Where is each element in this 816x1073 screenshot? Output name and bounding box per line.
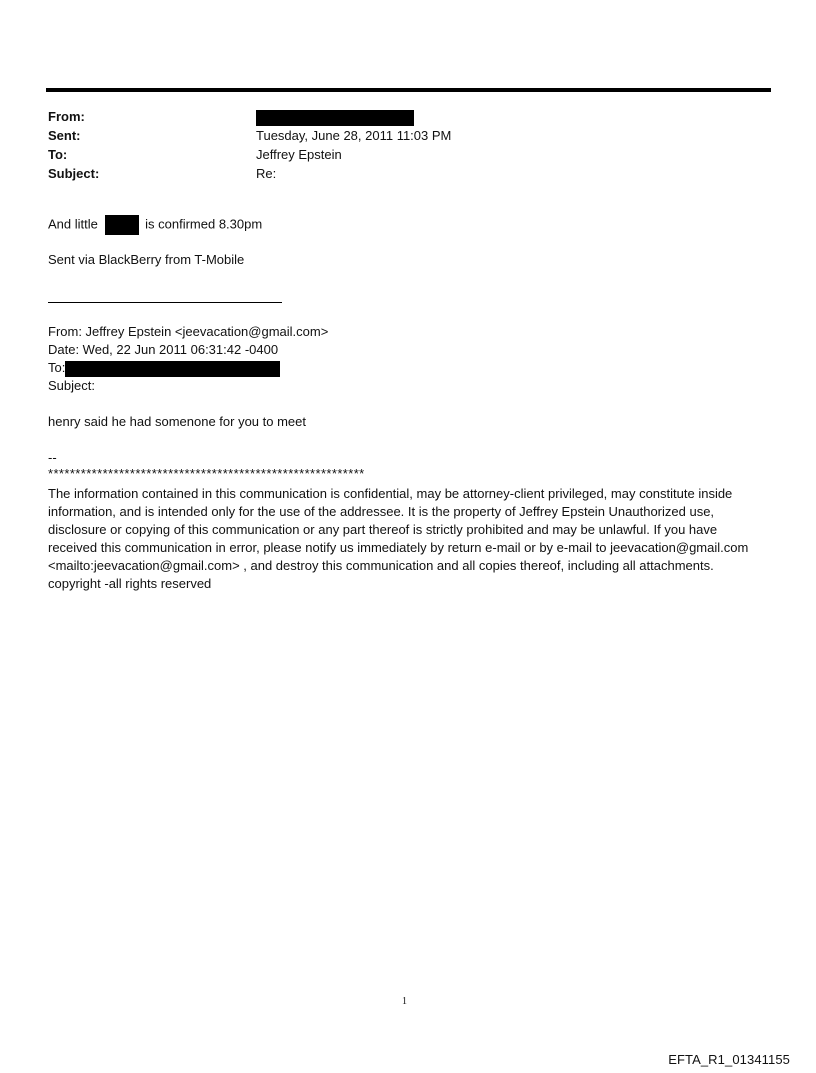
- document-id: EFTA_R1_01341155: [668, 1052, 790, 1067]
- quoted-body: henry said he had somenone for you to meet: [48, 414, 306, 429]
- quoted-subject: Subject:: [48, 378, 95, 393]
- quoted-from: From: Jeffrey Epstein <jeevacation@gmail.com>: [48, 324, 329, 339]
- confidentiality-disclaimer: The information contained in this communication is confidential, may be attorney-client privileged, may constitute inside information, and is intended only for the use of the addressee. It is the property of Jeffrey Epstein Unauthorized use, disclosure or copying of this communication or any part thereof is strictly prohibited and may be unlawful. If you have received this communication in error, please notify us immediately by return e-mail or by e-mail to jeevacation@gmail.com <mailto:jeevacation@gmail.com> , and destroy this communication and all copies thereof, including all attachments. copyright -all rights reserved: [48, 486, 749, 591]
- quoted-to-label: To:: [48, 360, 66, 375]
- message-line: [48, 215, 768, 235]
- redaction-quoted-to: [65, 361, 280, 377]
- redaction-name: [105, 215, 139, 235]
- quoted-date: Date: Wed, 22 Jun 2011 06:31:42 -0400: [48, 342, 279, 357]
- subject-value: Re:: [256, 166, 277, 181]
- header-divider: [46, 88, 771, 92]
- redaction-from: [256, 110, 414, 126]
- message-text-after: is confirmed 8.30pm: [145, 216, 263, 232]
- message-signature: Sent via BlackBerry from T-Mobile: [48, 252, 245, 267]
- signature-dash: --: [48, 450, 57, 465]
- subject-label: Subject:: [48, 166, 100, 181]
- page-number: 1: [402, 996, 407, 1007]
- quote-divider: [48, 302, 282, 303]
- message-text-before: And little: [48, 216, 98, 232]
- separator-stars: **********************************************************: [48, 466, 365, 481]
- from-label: From:: [48, 109, 85, 124]
- to-label: To:: [48, 147, 68, 162]
- sent-value: Tuesday, June 28, 2011 11:03 PM: [256, 128, 452, 143]
- quoted-to-row: [48, 359, 768, 377]
- to-value: Jeffrey Epstein: [256, 147, 342, 162]
- sent-label: Sent:: [48, 128, 81, 143]
- quoted-header: [48, 323, 768, 395]
